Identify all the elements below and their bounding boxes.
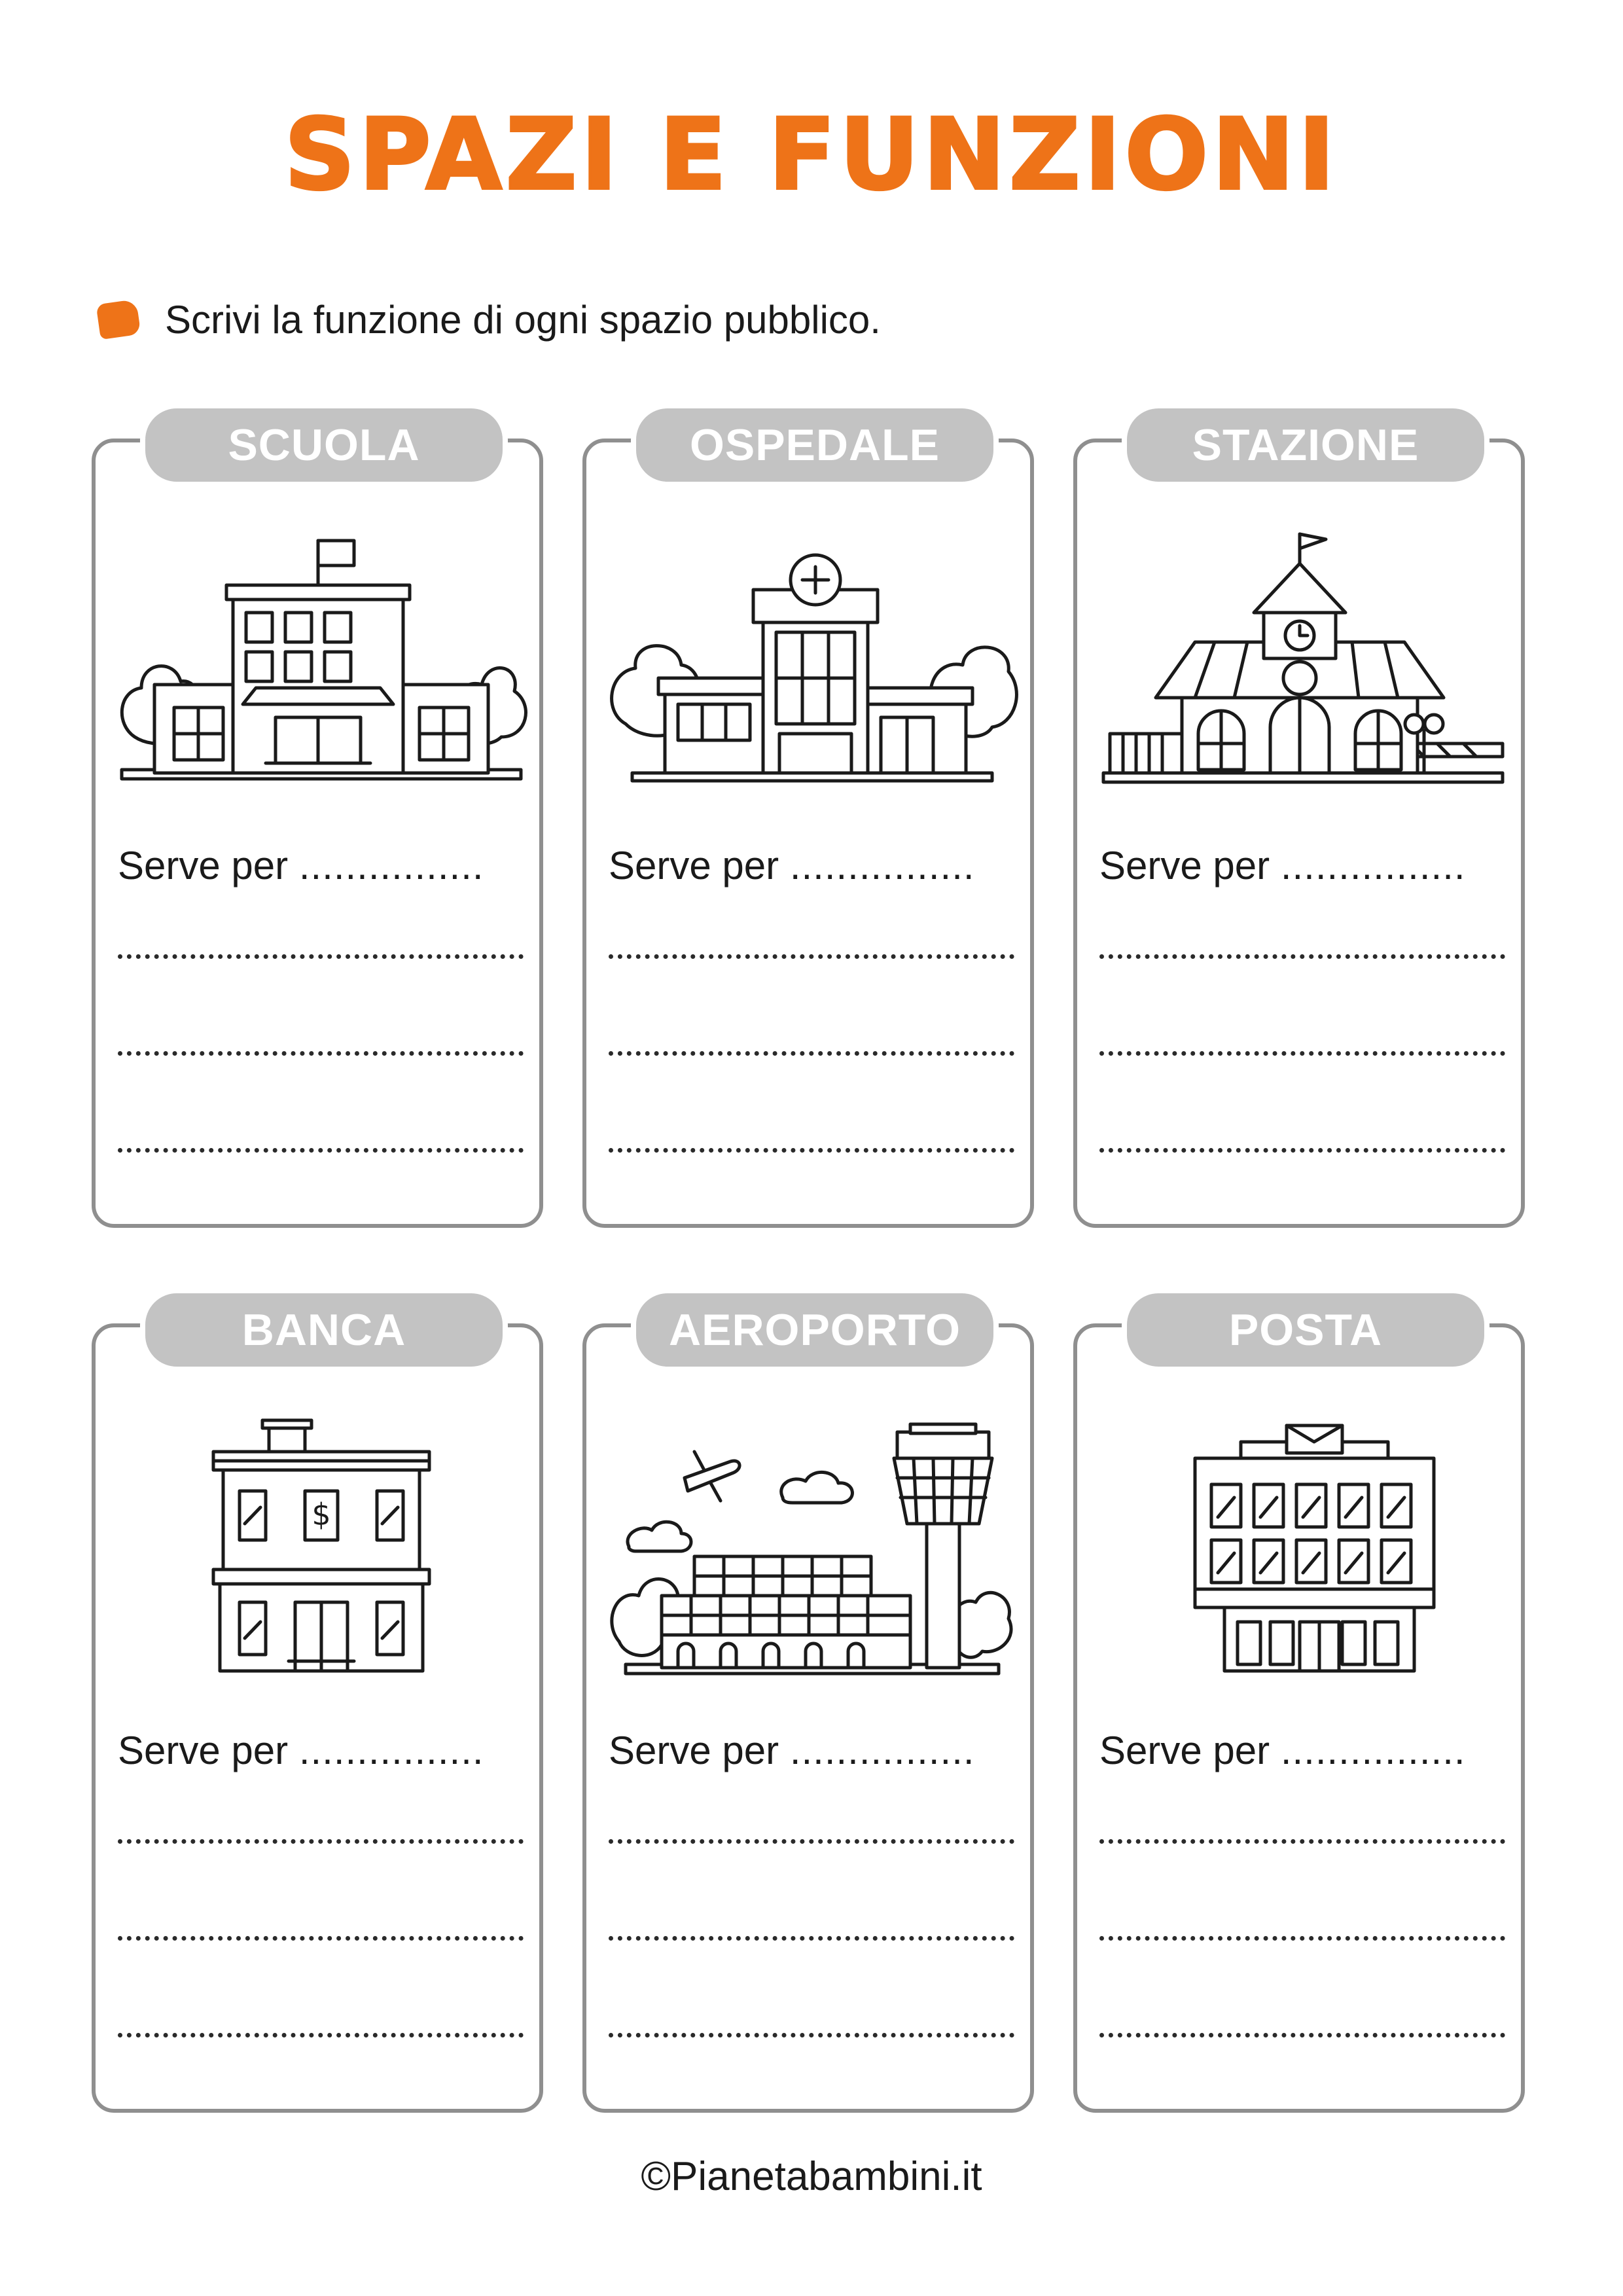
card-label: POSTA [1122, 1288, 1489, 1372]
write-line[interactable] [1099, 1936, 1505, 1941]
card-label: STAZIONE [1122, 403, 1489, 487]
write-line[interactable] [118, 954, 524, 959]
write-line[interactable] [1099, 954, 1505, 959]
footer-credit: ©Pianetabambini.it [641, 2154, 982, 2199]
write-line[interactable] [609, 1936, 1014, 1941]
card-label: OSPEDALE [631, 403, 999, 487]
school-icon [115, 528, 527, 802]
write-line[interactable] [609, 2033, 1014, 2037]
write-line[interactable] [1099, 2033, 1505, 2037]
serve-per-line: Serve per ................ [118, 844, 484, 888]
instruction-text: Scrivi la funzione di ogni spazio pubblico. [165, 297, 881, 342]
serve-per-line: Serve per ................ [1099, 844, 1466, 888]
card-stazione [1073, 420, 1525, 1228]
write-line[interactable] [609, 954, 1014, 959]
station-icon [1097, 528, 1509, 802]
write-line[interactable] [118, 1839, 524, 1844]
hospital-icon [606, 528, 1018, 802]
post-office-icon [1097, 1412, 1509, 1687]
card-banca [92, 1305, 543, 2113]
write-line[interactable] [609, 1839, 1014, 1844]
svg-text:$: $ [312, 1497, 331, 1532]
card-ospedale [582, 420, 1034, 1228]
write-line[interactable] [609, 1148, 1014, 1153]
bullet-icon [96, 299, 141, 340]
instruction [98, 293, 881, 346]
serve-per-line: Serve per ................ [609, 1729, 975, 1772]
card-posta [1073, 1305, 1525, 2113]
write-line[interactable] [118, 1051, 524, 1056]
page-title: SPAZI E FUNZIONI [284, 98, 1339, 212]
serve-per-line: Serve per ................ [1099, 1729, 1466, 1772]
serve-per-line: Serve per ................ [609, 844, 975, 888]
write-line[interactable] [1099, 1839, 1505, 1844]
card-label: SCUOLA [140, 403, 508, 487]
write-line[interactable] [609, 1051, 1014, 1056]
airport-icon [606, 1412, 1018, 1687]
write-line[interactable] [118, 2033, 524, 2037]
card-label: AEROPORTO [631, 1288, 999, 1372]
bank-icon [115, 1412, 527, 1687]
card-label: BANCA [140, 1288, 508, 1372]
write-line[interactable] [118, 1148, 524, 1153]
serve-per-line: Serve per ................ [118, 1729, 484, 1772]
card-aeroporto [582, 1305, 1034, 2113]
write-line[interactable] [1099, 1051, 1505, 1056]
write-line[interactable] [1099, 1148, 1505, 1153]
write-line[interactable] [118, 1936, 524, 1941]
card-scuola [92, 420, 543, 1228]
